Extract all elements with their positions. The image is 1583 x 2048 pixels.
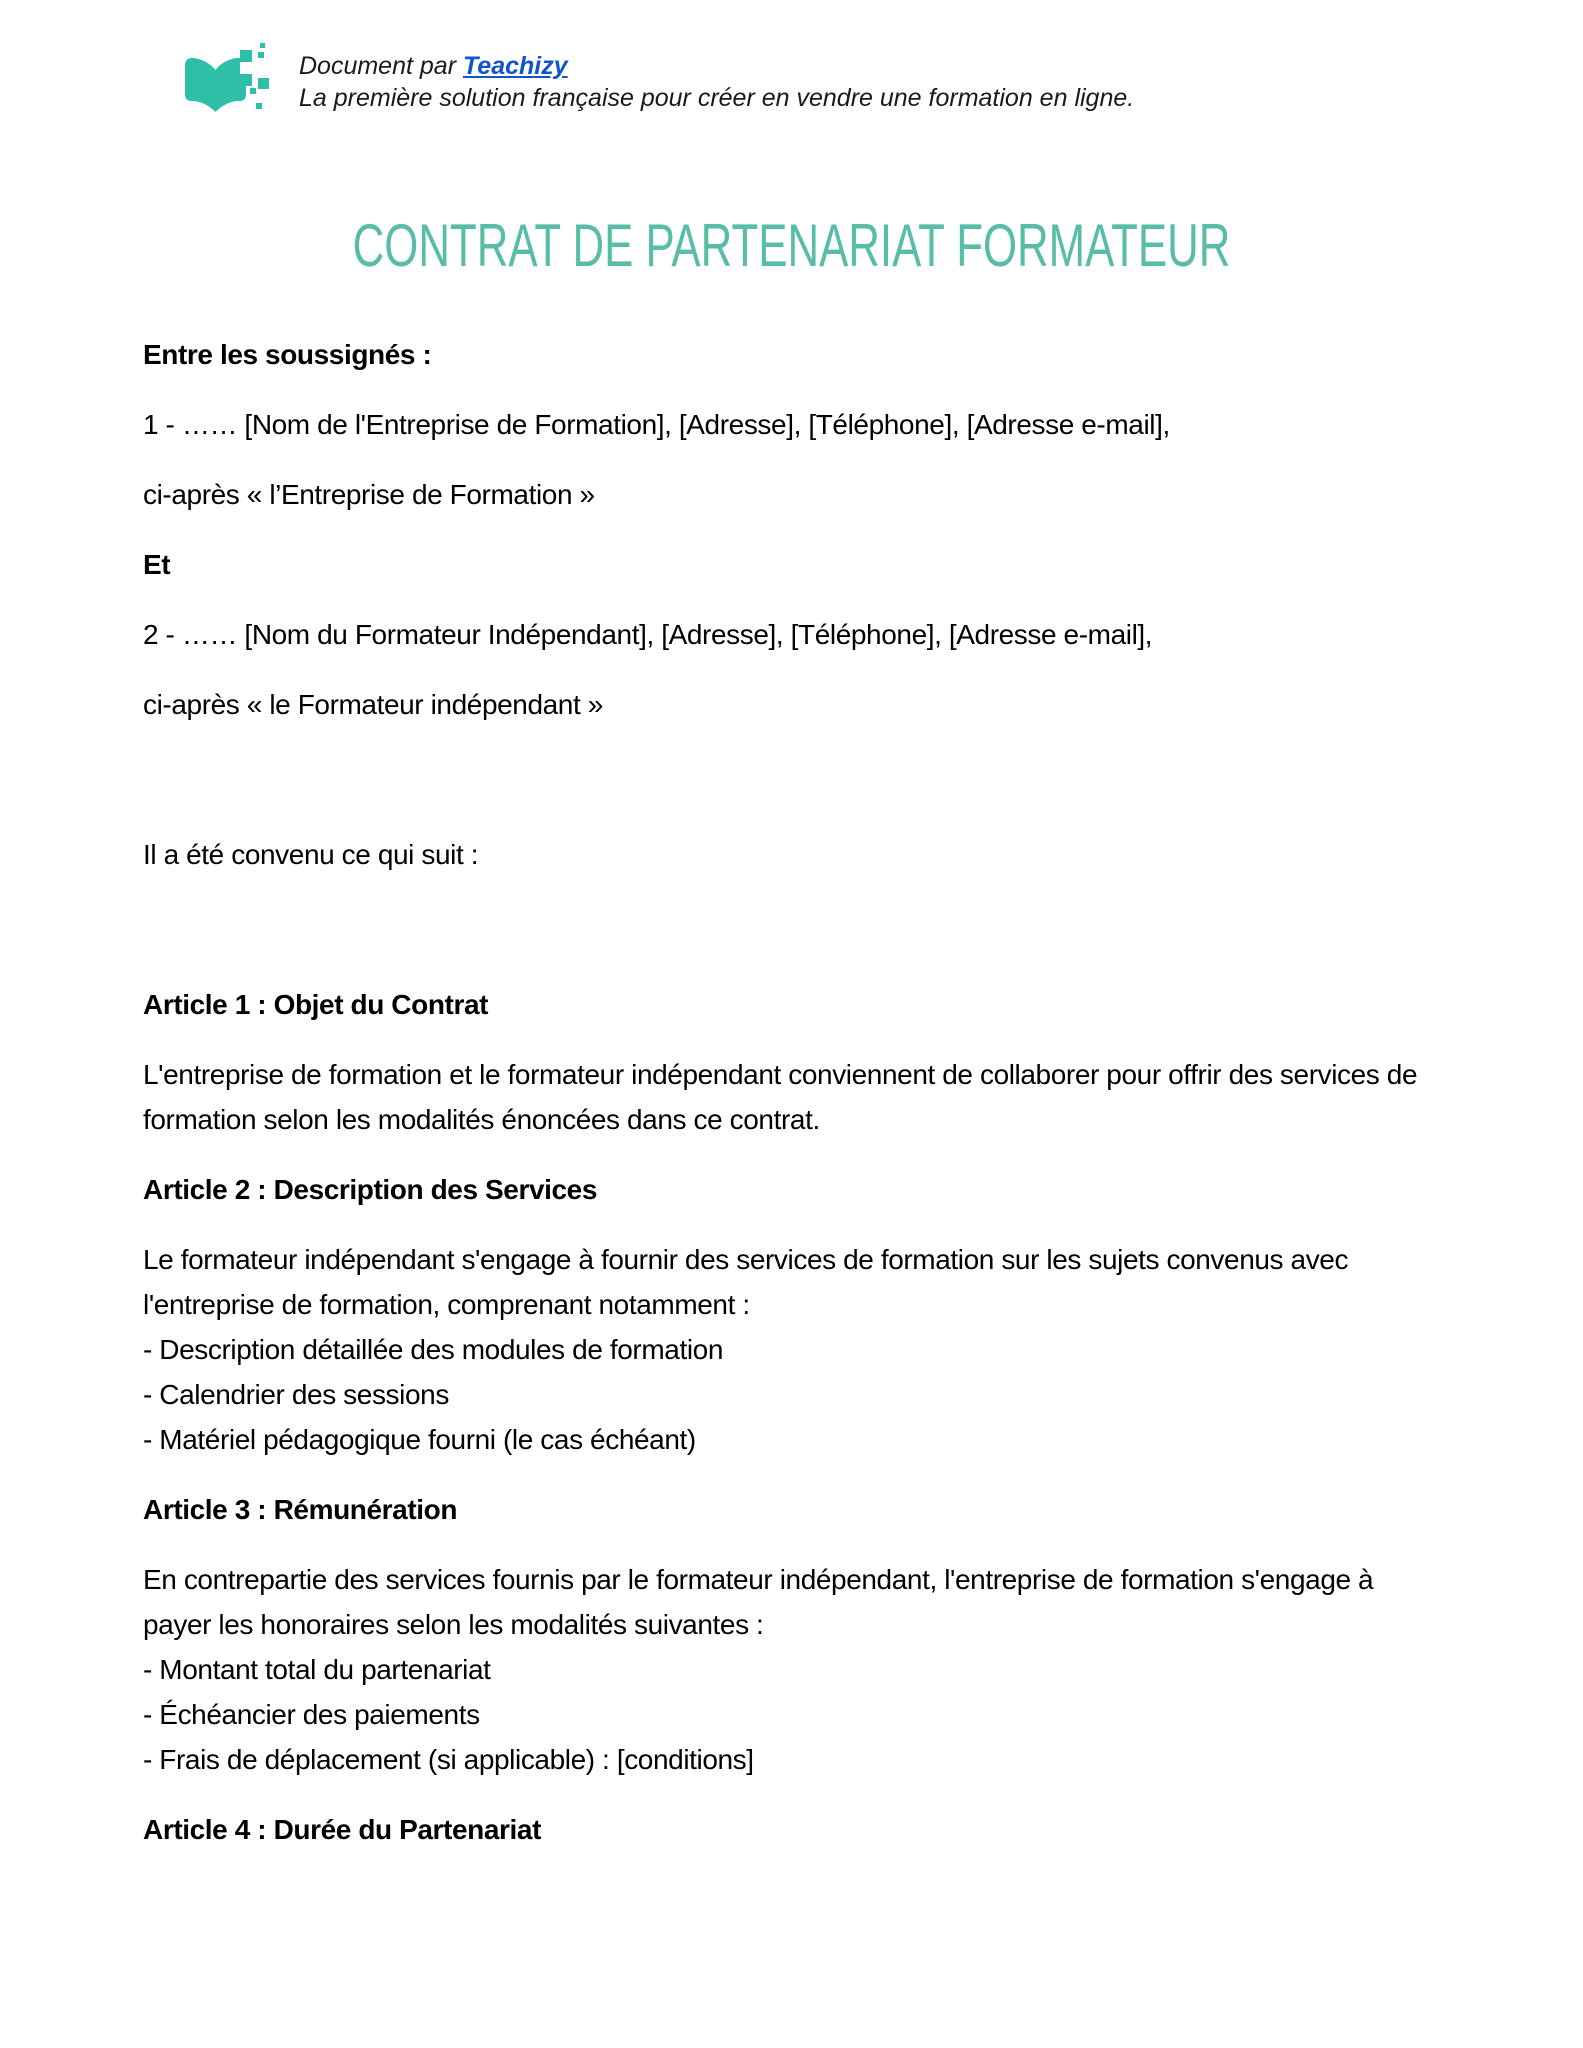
article-1-heading: Article 1 : Objet du Contrat [143,989,489,1020]
article-3-body [143,1557,1433,1782]
party1-line: 1 - …… [Nom de l'Entreprise de Formation], [Adresse], [Téléphone], [Adresse e-mail], [143,409,1170,440]
teachizy-link[interactable]: Teachizy [462,52,568,80]
article-2-bullet: - Calendrier des sessions [143,1379,449,1410]
party1-alias: ci-après « l’Entreprise de Formation » [143,479,595,510]
document-header [183,42,1134,114]
byline-prefix: Document par [299,52,463,80]
blank-line [143,752,1433,832]
article-2-body [143,1237,1433,1462]
teachizy-logo-icon [183,42,275,114]
article-4 [143,1807,1433,1852]
byline [299,50,1134,82]
party2-alias: ci-après « le Formateur indépendant » [143,689,603,720]
article-2-line: Le formateur indépendant s'engage à fournir des services de formation sur les sujets convenus avec l'entreprise de formation, comprenant notamment : [143,1244,1349,1320]
article-3-heading: Article 3 : Rémunération [143,1494,458,1525]
connector-et: Et [143,549,171,580]
article-1-body [143,1052,1433,1142]
article-4-heading: Article 4 : Durée du Partenariat [143,1814,541,1845]
article-1 [143,982,1433,1142]
document-body [143,332,1433,1877]
article-2 [143,1167,1433,1462]
intro-heading: Entre les soussignés : [143,339,432,370]
article-1-line: L'entreprise de formation et le formateur indépendant conviennent de collaborer pour offrir des services de formation selon les modalités énoncées dans ce contrat. [143,1059,1418,1135]
article-3-bullet: - Échéancier des paiements [143,1699,480,1730]
document-title: CONTRAT DE PARTENARIAT FORMATEUR [352,212,1231,279]
blank-line [143,902,1433,982]
article-3-line: En contrepartie des services fournis par le formateur indépendant, l'entreprise de formation s'engage à payer les honoraires selon les modalités suivantes : [143,1564,1374,1640]
article-2-bullet: - Description détaillée des modules de formation [143,1334,723,1365]
party2-line: 2 - …… [Nom du Formateur Indépendant], [Adresse], [Téléphone], [Adresse e-mail], [143,619,1153,650]
article-2-bullet: - Matériel pédagogique fourni (le cas échéant) [143,1424,696,1455]
tagline: La première solution française pour créer en vendre une formation en ligne. [299,84,1135,112]
article-2-heading: Article 2 : Description des Services [143,1174,598,1205]
article-3-bullet: - Frais de déplacement (si applicable) : [conditions] [143,1744,754,1775]
article-3-bullet: - Montant total du partenariat [143,1654,491,1685]
article-3 [143,1487,1433,1782]
header-byline-block [299,42,1134,114]
agreement-clause: Il a été convenu ce qui suit : [143,839,479,870]
